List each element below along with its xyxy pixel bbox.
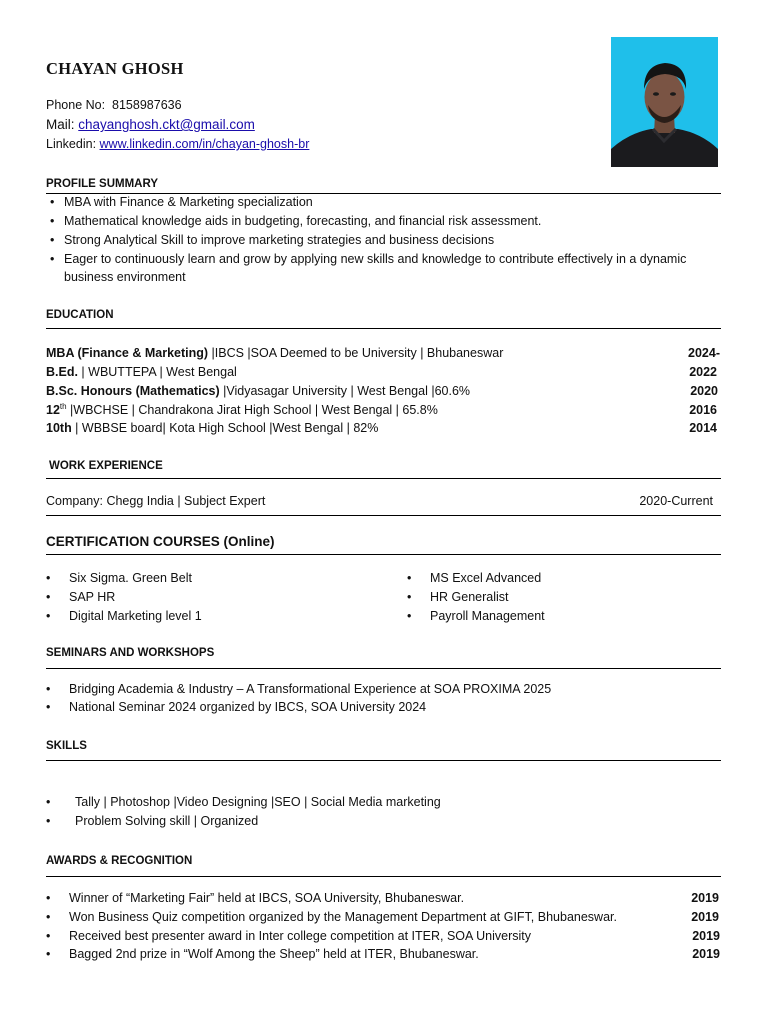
certification-heading: CERTIFICATION COURSES (Online) <box>46 534 275 549</box>
award-year: 2019 <box>692 947 720 961</box>
divider <box>46 328 721 329</box>
work-period: 2020-Current <box>639 494 713 508</box>
bullet-dot: • <box>46 609 51 623</box>
award-year: 2019 <box>691 910 719 924</box>
education-year: 2022 <box>689 365 717 379</box>
divider <box>46 760 721 761</box>
degree: MBA (Finance & Marketing) <box>46 346 209 360</box>
education-row <box>46 346 503 360</box>
award-item: Received best presenter award in Inter college competition at ITER, SOA University <box>69 929 532 943</box>
mail-label: Mail: <box>46 117 75 132</box>
institution: |WBCHSE | Chandrakona Jirat High School | West Bengal | 65.8% <box>66 403 438 418</box>
cert-item: Digital Marketing level 1 <box>69 609 202 623</box>
seminar-item: National Seminar 2024 organized by IBCS, SOA University 2024 <box>69 700 427 714</box>
bullet-dot: • <box>50 214 55 228</box>
bullet-dot: • <box>46 910 51 924</box>
cert-item: Payroll Management <box>430 609 545 623</box>
education-row <box>46 384 470 398</box>
bullet-dot: • <box>46 814 51 828</box>
profile-item: MBA with Finance & Marketing specialization <box>64 195 313 209</box>
linkedin-line <box>46 137 309 151</box>
phone-label: Phone No: <box>46 98 106 112</box>
bullet-dot: • <box>46 571 51 585</box>
award-year: 2019 <box>692 929 720 943</box>
education-year: 2014 <box>689 421 717 435</box>
divider <box>46 193 721 194</box>
award-year: 2019 <box>691 891 719 905</box>
profile-photo <box>611 37 718 167</box>
cert-item: HR Generalist <box>430 590 509 604</box>
seminar-item: Bridging Academia & Industry – A Transformational Experience at SOA PROXIMA 2025 <box>69 682 552 696</box>
email-link[interactable]: chayanghosh.ckt@gmail.com <box>78 117 255 132</box>
profile-summary-heading: PROFILE SUMMARY <box>46 178 159 190</box>
education-year: 2016 <box>689 403 717 417</box>
bullet-dot: • <box>46 590 51 604</box>
degree: B.Ed. <box>46 365 78 379</box>
awards-heading: AWARDS & RECOGNITION <box>46 855 193 867</box>
award-item: Won Business Quiz competition organized by the Management Department at GIFT, Bhubaneswar. <box>69 910 617 924</box>
institution: |Vidyasagar University | West Bengal |60.6% <box>219 384 471 398</box>
award-item: Bagged 2nd prize in “Wolf Among the Sheep” held at ITER, Bhubaneswar. <box>69 947 479 961</box>
bullet-dot: • <box>46 947 51 961</box>
cert-item: Six Sigma. Green Belt <box>69 571 192 585</box>
phone-number: 8158987636 <box>112 98 182 112</box>
profile-item: business environment <box>64 270 186 284</box>
divider <box>46 515 721 516</box>
institution: |IBCS |SOA Deemed to be University | Bhubaneswar <box>208 346 504 360</box>
institution: | WBUTTEPA | West Bengal <box>77 365 237 379</box>
divider <box>46 668 721 669</box>
profile-item: Mathematical knowledge aids in budgeting, forecasting, and financial risk assessment. <box>64 214 542 228</box>
education-row <box>46 421 378 435</box>
skill-item: Problem Solving skill | Organized <box>75 814 259 828</box>
divider <box>46 478 721 479</box>
bullet-dot: • <box>46 795 51 809</box>
bullet-dot: • <box>407 571 412 585</box>
candidate-name: CHAYAN GHOSH <box>46 59 184 78</box>
bullet-dot: • <box>50 233 55 247</box>
education-year: 2020 <box>690 384 718 398</box>
linkedin-link[interactable]: www.linkedin.com/in/chayan-ghosh-br <box>99 137 310 151</box>
institution: | WBBSE board| Kota High School |West Bengal | 82% <box>71 421 379 435</box>
profile-item: Strong Analytical Skill to improve marketing strategies and business decisions <box>64 233 495 247</box>
bullet-dot: • <box>46 929 51 943</box>
education-row <box>46 365 237 379</box>
skill-item: Tally | Photoshop |Video Designing |SEO | Social Media marketing <box>75 795 441 809</box>
bullet-dot: • <box>46 700 51 714</box>
cert-item: SAP HR <box>69 590 116 604</box>
work-company: Company: Chegg India | Subject Expert <box>46 494 266 508</box>
phone-line <box>46 98 182 112</box>
education-row <box>46 402 438 417</box>
seminars-heading: SEMINARS AND WORKSHOPS <box>46 647 215 659</box>
bullet-dot: • <box>46 891 51 905</box>
bullet-dot: • <box>50 195 55 209</box>
degree: B.Sc. Honours (Mathematics) <box>46 384 220 398</box>
degree: 12 <box>46 403 60 418</box>
education-year: 2024- <box>688 346 720 360</box>
cert-item: MS Excel Advanced <box>430 571 542 585</box>
bullet-dot: • <box>407 590 412 604</box>
mail-line <box>46 117 255 132</box>
work-experience-heading: WORK EXPERIENCE <box>49 460 163 472</box>
divider <box>46 554 721 555</box>
bullet-dot: • <box>407 609 412 623</box>
linkedin-label: Linkedin: <box>46 137 97 151</box>
bullet-dot: • <box>50 252 55 266</box>
award-item: Winner of “Marketing Fair” held at IBCS, SOA University, Bhubaneswar. <box>69 891 465 905</box>
divider <box>46 876 721 877</box>
superscript: th <box>59 402 67 411</box>
degree: 10th <box>46 421 72 435</box>
profile-item: Eager to continuously learn and grow by applying new skills and knowledge to contribute effectively in a dynamic <box>64 252 687 266</box>
education-heading: EDUCATION <box>46 309 114 321</box>
skills-heading: SKILLS <box>46 740 87 752</box>
bullet-dot: • <box>46 682 51 696</box>
